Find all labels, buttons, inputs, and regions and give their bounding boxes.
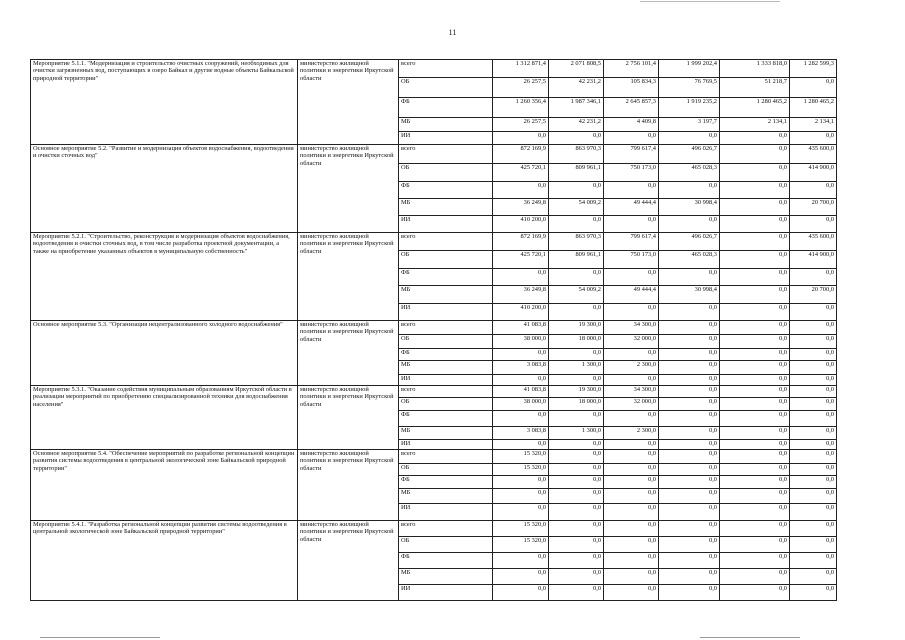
amount-cell: 0,0 [549, 585, 604, 601]
funding-source: ФБ [399, 182, 493, 199]
funding-source: ИИ [399, 504, 493, 521]
amount-cell: 0,0 [720, 349, 790, 361]
funding-source: всего [399, 145, 493, 164]
amount-cell: 0,0 [720, 375, 790, 386]
amount-cell: 0,0 [659, 585, 720, 601]
amount-cell: 41 083,8 [493, 386, 549, 398]
funding-source: ИИ [399, 216, 493, 233]
amount-cell: 0,0 [659, 182, 720, 199]
amount-cell: 0,0 [720, 398, 790, 411]
executor-name: министерство жилищной политики и энергетики Иркутской области [298, 521, 399, 601]
funding-source: ОБ [399, 164, 493, 182]
scan-mark-top [640, 1, 780, 2]
amount-cell: 0,0 [493, 585, 549, 601]
page-number: 11 [448, 28, 457, 37]
amount-cell: 0,0 [659, 398, 720, 411]
amount-cell: 19 300,0 [549, 386, 604, 398]
amount-cell: 26 257,5 [493, 78, 549, 98]
amount-cell: 0,0 [659, 569, 720, 585]
amount-cell: 3 083,8 [493, 361, 549, 375]
amount-cell: 0,0 [493, 375, 549, 386]
funding-source: ИИ [399, 375, 493, 386]
amount-cell: 54 009,2 [549, 199, 604, 216]
amount-cell: 0,0 [493, 489, 549, 504]
amount-cell: 76 769,5 [659, 78, 720, 98]
amount-cell: 0,0 [493, 269, 549, 286]
table-row [31, 386, 837, 398]
amount-cell: 0,0 [790, 585, 837, 601]
amount-cell: 1 300,0 [549, 427, 604, 440]
executor-name: министерство жилищной политики и энергетики Иркутской области [298, 60, 399, 145]
amount-cell: 0,0 [659, 304, 720, 321]
funding-source: ФБ [399, 98, 493, 118]
amount-cell: 0,0 [790, 427, 837, 440]
table-row [31, 321, 837, 335]
amount-cell: 0,0 [720, 386, 790, 398]
amount-cell: 0,0 [604, 537, 659, 553]
amount-cell: 0,0 [659, 361, 720, 375]
amount-cell: 872 169,9 [493, 145, 549, 164]
amount-cell: 2 756 101,4 [604, 60, 659, 78]
amount-cell: 0,0 [720, 164, 790, 182]
amount-cell: 0,0 [790, 450, 837, 464]
amount-cell: 0,0 [790, 411, 837, 427]
amount-cell: 863 970,3 [549, 233, 604, 251]
amount-cell: 0,0 [604, 349, 659, 361]
amount-cell: 0,0 [720, 585, 790, 601]
amount-cell: 0,0 [790, 304, 837, 321]
amount-cell: 32 000,0 [604, 398, 659, 411]
funding-source: всего [399, 450, 493, 464]
amount-cell: 435 600,0 [790, 233, 837, 251]
amount-cell: 42 231,2 [549, 118, 604, 132]
amount-cell: 18 000,0 [549, 335, 604, 349]
amount-cell: 1 300,0 [549, 361, 604, 375]
amount-cell: 0,0 [549, 476, 604, 489]
amount-cell: 0,0 [659, 553, 720, 569]
amount-cell: 809 961,1 [549, 251, 604, 269]
amount-cell: 2 134,1 [790, 118, 837, 132]
amount-cell: 0,0 [493, 569, 549, 585]
amount-cell: 0,0 [659, 335, 720, 349]
amount-cell: 0,0 [549, 537, 604, 553]
amount-cell: 0,0 [790, 398, 837, 411]
funding-source: МБ [399, 427, 493, 440]
amount-cell: 4 409,8 [604, 118, 659, 132]
amount-cell: 435 600,0 [790, 145, 837, 164]
amount-cell: 15 320,0 [493, 521, 549, 537]
funding-source: ОБ [399, 335, 493, 349]
amount-cell: 54 009,2 [549, 286, 604, 304]
amount-cell: 0,0 [790, 386, 837, 398]
amount-cell: 750 173,0 [604, 164, 659, 182]
amount-cell: 0,0 [720, 553, 790, 569]
amount-cell: 0,0 [604, 216, 659, 233]
amount-cell: 0,0 [549, 132, 604, 145]
funding-source: всего [399, 60, 493, 78]
amount-cell: 34 300,0 [604, 386, 659, 398]
funding-source: МБ [399, 118, 493, 132]
amount-cell: 0,0 [604, 521, 659, 537]
amount-cell: 0,0 [604, 375, 659, 386]
amount-cell: 465 028,3 [659, 251, 720, 269]
amount-cell: 0,0 [790, 569, 837, 585]
amount-cell: 0,0 [659, 450, 720, 464]
amount-cell: 0,0 [790, 440, 837, 450]
amount-cell: 0,0 [720, 286, 790, 304]
funding-source: всего [399, 386, 493, 398]
funding-source: всего [399, 321, 493, 335]
funding-source: МБ [399, 569, 493, 585]
amount-cell: 0,0 [790, 537, 837, 553]
executor-name: министерство жилищной политики и энергетики Иркутской области [298, 450, 399, 521]
amount-cell: 0,0 [720, 361, 790, 375]
amount-cell: 496 026,7 [659, 145, 720, 164]
amount-cell: 410 200,0 [493, 216, 549, 233]
funding-source: ИИ [399, 304, 493, 321]
amount-cell: 0,0 [659, 386, 720, 398]
amount-cell: 0,0 [604, 450, 659, 464]
amount-cell: 2 300,0 [604, 361, 659, 375]
amount-cell: 0,0 [720, 489, 790, 504]
amount-cell: 0,0 [549, 504, 604, 521]
amount-cell: 32 000,0 [604, 335, 659, 349]
amount-cell: 0,0 [493, 132, 549, 145]
amount-cell: 2 300,0 [604, 427, 659, 440]
amount-cell: 0,0 [549, 182, 604, 199]
funding-source: ОБ [399, 251, 493, 269]
amount-cell: 0,0 [549, 553, 604, 569]
funding-source: МБ [399, 286, 493, 304]
amount-cell: 2 134,1 [720, 118, 790, 132]
amount-cell: 0,0 [549, 304, 604, 321]
funding-source: ОБ [399, 537, 493, 553]
amount-cell: 19 300,0 [549, 321, 604, 335]
amount-cell: 36 249,8 [493, 199, 549, 216]
amount-cell: 799 617,4 [604, 233, 659, 251]
amount-cell: 3 083,8 [493, 427, 549, 440]
amount-cell: 0,0 [720, 304, 790, 321]
amount-cell: 750 173,0 [604, 251, 659, 269]
amount-cell: 34 300,0 [604, 321, 659, 335]
amount-cell: 0,0 [720, 537, 790, 553]
amount-cell: 0,0 [604, 585, 659, 601]
funding-source: ФБ [399, 269, 493, 286]
amount-cell: 0,0 [720, 321, 790, 335]
amount-cell: 26 257,5 [493, 118, 549, 132]
executor-name: министерство жилищной политики и энергетики Иркутской области [298, 386, 399, 450]
amount-cell: 0,0 [720, 132, 790, 145]
amount-cell: 0,0 [790, 489, 837, 504]
measure-name: Мероприятие 5.2.1. "Строительство, реконструкция и модернизация объектов водоснабжения, водоотведения и очистки сточных вод, в том числе разработка проектной документации, а также на приобретение указанных объектов в муниципальную собственность" [31, 233, 298, 321]
amount-cell: 0,0 [604, 553, 659, 569]
amount-cell: 0,0 [549, 216, 604, 233]
amount-cell: 0,0 [720, 216, 790, 233]
amount-cell: 38 000,0 [493, 398, 549, 411]
funding-source: ОБ [399, 464, 493, 476]
amount-cell: 0,0 [549, 269, 604, 286]
amount-cell: 0,0 [790, 321, 837, 335]
amount-cell: 1 312 871,4 [493, 60, 549, 78]
amount-cell: 425 720,1 [493, 251, 549, 269]
amount-cell: 0,0 [790, 132, 837, 145]
amount-cell: 0,0 [720, 233, 790, 251]
table-row [31, 521, 837, 537]
amount-cell: 0,0 [790, 349, 837, 361]
measure-name: Основное мероприятие 5.3. "Организация нецентрализованного холодного водоснабжения" [31, 321, 298, 386]
amount-cell: 1 282 599,3 [790, 60, 837, 78]
funding-source: ФБ [399, 476, 493, 489]
amount-cell: 0,0 [790, 476, 837, 489]
amount-cell: 1 280 465,2 [790, 98, 837, 118]
amount-cell: 0,0 [659, 216, 720, 233]
funding-source: ИИ [399, 585, 493, 601]
amount-cell: 414 900,0 [790, 164, 837, 182]
amount-cell: 49 444,4 [604, 199, 659, 216]
amount-cell: 2 645 857,3 [604, 98, 659, 118]
table-row [31, 233, 837, 251]
amount-cell: 0,0 [790, 375, 837, 386]
amount-cell: 2 071 808,5 [549, 60, 604, 78]
funding-source: ИИ [399, 440, 493, 450]
funding-source: всего [399, 521, 493, 537]
amount-cell: 0,0 [790, 361, 837, 375]
amount-cell: 0,0 [549, 440, 604, 450]
amount-cell: 30 998,4 [659, 199, 720, 216]
amount-cell: 0,0 [720, 269, 790, 286]
amount-cell: 1 260 356,4 [493, 98, 549, 118]
amount-cell: 0,0 [659, 132, 720, 145]
table-row [31, 145, 837, 164]
amount-cell: 0,0 [493, 182, 549, 199]
amount-cell: 42 231,2 [549, 78, 604, 98]
amount-cell: 51 218,7 [720, 78, 790, 98]
scan-mark-bottom-1 [40, 637, 160, 638]
amount-cell: 0,0 [549, 450, 604, 464]
amount-cell: 38 000,0 [493, 335, 549, 349]
amount-cell: 0,0 [720, 199, 790, 216]
amount-cell: 0,0 [659, 427, 720, 440]
amount-cell: 0,0 [659, 440, 720, 450]
funding-source: МБ [399, 199, 493, 216]
amount-cell: 1 919 235,2 [659, 98, 720, 118]
amount-cell: 30 998,4 [659, 286, 720, 304]
amount-cell: 0,0 [493, 349, 549, 361]
amount-cell: 0,0 [720, 450, 790, 464]
funding-source: МБ [399, 361, 493, 375]
amount-cell: 799 617,4 [604, 145, 659, 164]
amount-cell: 0,0 [659, 269, 720, 286]
amount-cell: 0,0 [720, 182, 790, 199]
amount-cell: 0,0 [790, 78, 837, 98]
amount-cell: 0,0 [790, 216, 837, 233]
amount-cell: 36 249,8 [493, 286, 549, 304]
amount-cell: 0,0 [659, 464, 720, 476]
amount-cell: 414 900,0 [790, 251, 837, 269]
amount-cell: 0,0 [720, 504, 790, 521]
amount-cell: 0,0 [720, 569, 790, 585]
amount-cell: 410 200,0 [493, 304, 549, 321]
funding-source: всего [399, 233, 493, 251]
amount-cell: 0,0 [549, 411, 604, 427]
table-row [31, 60, 837, 78]
funding-source: ФБ [399, 411, 493, 427]
amount-cell: 0,0 [720, 476, 790, 489]
amount-cell: 0,0 [790, 521, 837, 537]
amount-cell: 0,0 [720, 335, 790, 349]
measure-name: Мероприятие 5.3.1. "Оказание содействия муниципальным образованиям Иркутской области в реализации мероприятий по приобретению специализированной техники для водоснабжения населения" [31, 386, 298, 450]
amount-cell: 0,0 [790, 182, 837, 199]
amount-cell: 0,0 [720, 145, 790, 164]
amount-cell: 0,0 [604, 476, 659, 489]
funding-source: ФБ [399, 553, 493, 569]
amount-cell: 0,0 [604, 569, 659, 585]
amount-cell: 0,0 [549, 489, 604, 504]
amount-cell: 0,0 [659, 375, 720, 386]
amount-cell: 1 333 818,0 [720, 60, 790, 78]
amount-cell: 0,0 [720, 251, 790, 269]
amount-cell: 3 197,7 [659, 118, 720, 132]
amount-cell: 0,0 [790, 269, 837, 286]
amount-cell: 0,0 [720, 521, 790, 537]
amount-cell: 0,0 [604, 411, 659, 427]
amount-cell: 20 700,0 [790, 199, 837, 216]
amount-cell: 0,0 [549, 569, 604, 585]
amount-cell: 0,0 [720, 440, 790, 450]
table-body [31, 60, 837, 601]
amount-cell: 0,0 [493, 476, 549, 489]
table-row [31, 450, 837, 464]
amount-cell: 0,0 [720, 427, 790, 440]
amount-cell: 0,0 [659, 537, 720, 553]
amount-cell: 425 720,1 [493, 164, 549, 182]
executor-name: министерство жилищной политики и энергетики Иркутской области [298, 145, 399, 233]
amount-cell: 496 026,7 [659, 233, 720, 251]
amount-cell: 105 834,3 [604, 78, 659, 98]
executor-name: министерство жилищной политики и энергетики Иркутской области [298, 321, 399, 386]
funding-source: МБ [399, 489, 493, 504]
amount-cell: 872 169,9 [493, 233, 549, 251]
amount-cell: 0,0 [604, 304, 659, 321]
amount-cell: 0,0 [659, 521, 720, 537]
measure-name: Основное мероприятие 5.2. "Развитие и модернизация объектов водоснабжения, водоотведения и очистки сточных вод" [31, 145, 298, 233]
measure-name: Основное мероприятие 5.4. "Обеспечение мероприятий по разработке региональной концепции развития системы водоотведения в центральной экологической зоне Байкальской природной территории" [31, 450, 298, 521]
amount-cell: 20 700,0 [790, 286, 837, 304]
executor-name: министерство жилищной политики и энергетики Иркутской области [298, 233, 399, 321]
amount-cell: 15 320,0 [493, 464, 549, 476]
funding-source: ФБ [399, 349, 493, 361]
amount-cell: 0,0 [720, 411, 790, 427]
amount-cell: 0,0 [604, 464, 659, 476]
amount-cell: 0,0 [493, 440, 549, 450]
funding-source: ОБ [399, 398, 493, 411]
measure-name: Мероприятие 5.4.1. "Разработка региональной концепции развития системы водоотведения в центральной экологической зоне Байкальской природной территории" [31, 521, 298, 601]
amount-cell: 0,0 [549, 521, 604, 537]
amount-cell: 0,0 [604, 269, 659, 286]
measure-name: Мероприятие 5.1.1. "Модернизация и строительство очистных сооружений, необходимых для очистки загрязненных вод, поступающих в озеро Байкал и другие водные объекты Байкальской природной территории" [31, 60, 298, 145]
amount-cell: 465 028,3 [659, 164, 720, 182]
amount-cell: 0,0 [493, 504, 549, 521]
funding-source: ИИ [399, 132, 493, 145]
amount-cell: 0,0 [549, 349, 604, 361]
amount-cell: 0,0 [604, 440, 659, 450]
amount-cell: 49 444,4 [604, 286, 659, 304]
amount-cell: 0,0 [790, 335, 837, 349]
amount-cell: 0,0 [493, 411, 549, 427]
amount-cell: 0,0 [659, 489, 720, 504]
budget-table [30, 59, 837, 601]
amount-cell: 0,0 [549, 375, 604, 386]
amount-cell: 0,0 [604, 504, 659, 521]
amount-cell: 0,0 [790, 504, 837, 521]
amount-cell: 0,0 [549, 464, 604, 476]
amount-cell: 1 987 346,1 [549, 98, 604, 118]
amount-cell: 0,0 [790, 553, 837, 569]
amount-cell: 863 970,3 [549, 145, 604, 164]
amount-cell: 1 280 465,2 [720, 98, 790, 118]
amount-cell: 41 083,8 [493, 321, 549, 335]
amount-cell: 15 320,0 [493, 450, 549, 464]
amount-cell: 0,0 [790, 464, 837, 476]
amount-cell: 1 999 202,4 [659, 60, 720, 78]
amount-cell: 0,0 [659, 321, 720, 335]
scan-mark-bottom-2 [700, 637, 800, 638]
amount-cell: 18 000,0 [549, 398, 604, 411]
amount-cell: 0,0 [659, 411, 720, 427]
amount-cell: 0,0 [659, 349, 720, 361]
funding-source: ОБ [399, 78, 493, 98]
amount-cell: 0,0 [493, 553, 549, 569]
amount-cell: 0,0 [604, 182, 659, 199]
amount-cell: 15 320,0 [493, 537, 549, 553]
amount-cell: 0,0 [659, 504, 720, 521]
amount-cell: 0,0 [659, 476, 720, 489]
amount-cell: 809 961,1 [549, 164, 604, 182]
amount-cell: 0,0 [604, 132, 659, 145]
amount-cell: 0,0 [604, 489, 659, 504]
amount-cell: 0,0 [720, 464, 790, 476]
